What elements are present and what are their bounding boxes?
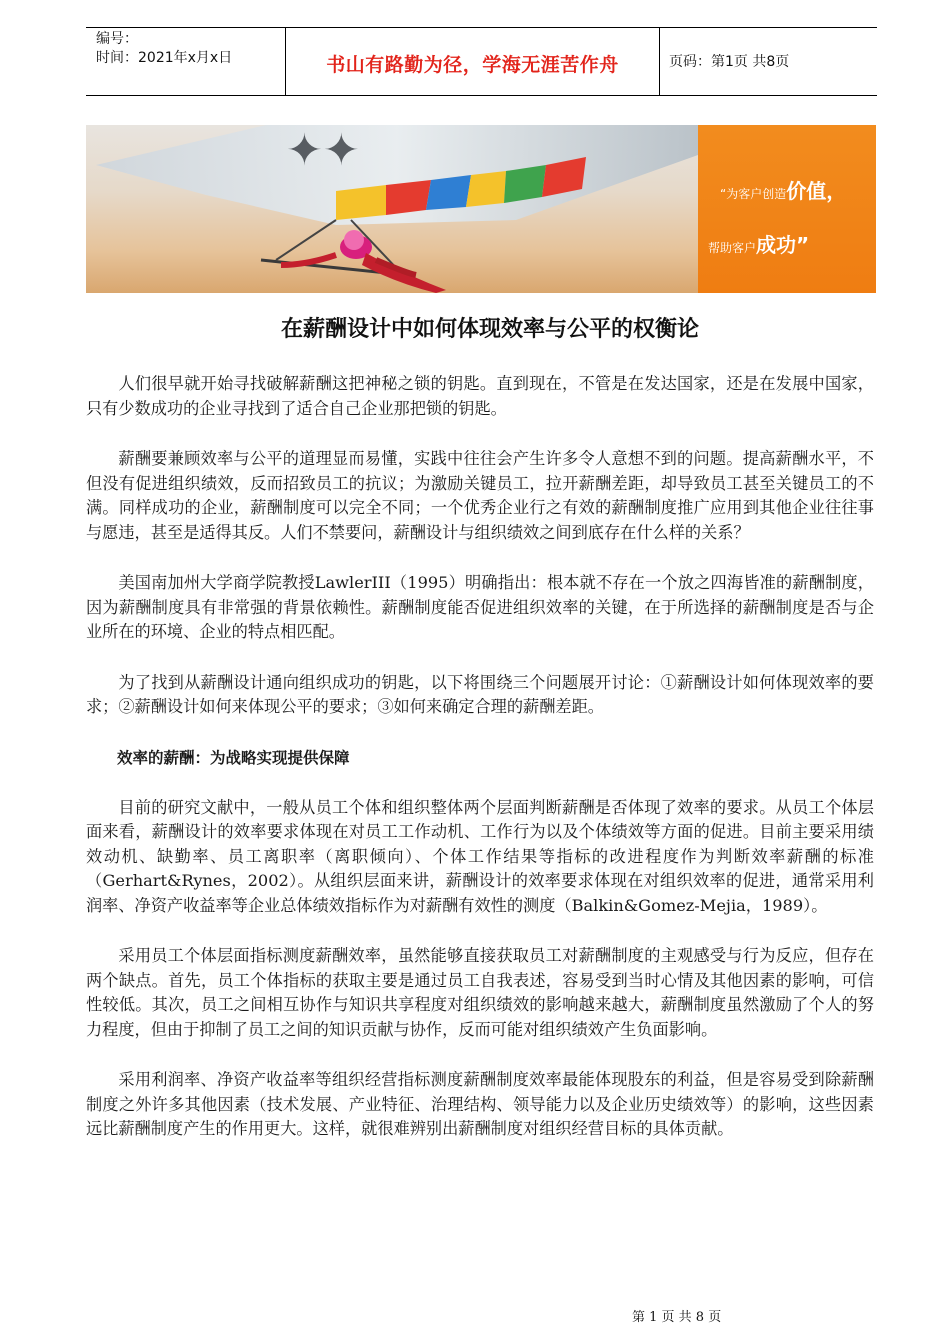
header-page-cell	[659, 28, 877, 95]
paragraph: 目前的研究文献中，一般从员工个体和组织整体两个层面判断薪酬是否体现了效率的要求。从员工个体层面来看，薪酬设计的效率要求体现在对员工工作动机、工作行为以及个体绩效等方面的促进。目前主要采用绩效动机、缺勤率、员工离职率（离职倾向）、个体工作结果等指标的改进程度作为判断效率薪酬的标准（Gerhart&Rynes，2002）。从组织层面来讲，薪酬设计的效率要求体现在对组织效率的促进，通常采用利润率、净资产收益率等企业总体绩效指标作为对薪酬有效性的测度（Balkin&Gomez-Mejia，1989）。	[86, 797, 874, 915]
paragraph: 为了找到从薪酬设计通向组织成功的钥匙，以下将围绕三个问题展开讨论：①薪酬设计如何体现效率的要求；②薪酬设计如何来体现公平的要求；③如何来确定合理的薪酬差距。	[86, 672, 874, 716]
page-footer: 第 1 页 共 8 页	[632, 1310, 722, 1325]
slogan-line-2-big: 成功”	[756, 233, 810, 257]
slogan-line-1-small: “为客户创造	[720, 187, 787, 201]
document-header	[86, 27, 877, 96]
document-title: 在薪酬设计中如何体现效率与公平的权衡论	[280, 317, 699, 342]
hang-glider-illustration	[86, 125, 698, 293]
time-label: 时间：2021年x月x日	[96, 50, 233, 66]
paragraph: 采用员工个体层面指标测度薪酬效率，虽然能够直接获取员工对薪酬制度的主观感受与行为反应，但存在两个缺点。首先，员工个体指标的获取主要是通过员工自我表述，容易受到当时心情及其他因素的影响，可信性较低。其次，员工之间相互协作与知识共享程度对组织绩效的影响越来越大，薪酬制度虽然激励了个人的努力程度，但由于抑制了员工之间的知识贡献与协作，反而可能对组织绩效产生负面影响。	[86, 946, 874, 1039]
slogan-line-1	[720, 175, 846, 204]
section-heading: 效率的薪酬：为战略实现提供保障	[117, 748, 350, 767]
paragraph: 人们很早就开始寻找破解薪酬这把神秘之锁的钥匙。直到现在，不管是在发达国家，还是在发展中国家，只有少数成功的企业寻找到了适合自己企业那把锁的钥匙。	[86, 374, 874, 418]
page-info: 页码：第1页 共8页	[669, 54, 790, 70]
paragraph: 采用利润率、净资产收益率等组织经营指标测度薪酬制度效率最能体现股东的利益，但是容易受到除薪酬制度之外许多其他因素（技术发展、产业特征、治理结构、领导能力以及企业历史绩效等）的影响，这些因素远比薪酬制度产生的作用更大。这样，就很难辨别出薪酬制度对组织经营目标的具体贡献。	[86, 1070, 874, 1138]
header-meta-cell	[86, 28, 285, 95]
hang-glider-banner	[86, 125, 876, 293]
slogan-panel	[698, 125, 876, 293]
document-body	[86, 372, 874, 1168]
slogan-line-2-small: 帮助客户	[708, 241, 757, 255]
paragraph: 美国南加州大学商学院教授LawlerIII（1995）明确指出：根本就不存在一个放之四海皆准的薪酬制度，因为薪酬制度具有非常强的背景依赖性。薪酬制度能否促进组织效率的关键，在于所选择的薪酬制度是否与企业所在的环境、企业的特点相匹配。	[86, 573, 874, 641]
svg-text:✦✦: ✦✦	[286, 125, 360, 176]
paragraph: 薪酬要兼顾效率与公平的道理显而易懂，实践中往往会产生许多令人意想不到的问题。提高薪酬水平，不但没有促进组织绩效，反而招致员工的抗议；为激励关键员工，拉开薪酬差距，却导致员工甚至关键员工的不满。同样成功的企业，薪酬制度可以完全不同；一个优秀企业行之有效的薪酬制度推广应用到其他企业往往事与愿违，甚至是适得其反。人们不禁要问，薪酬设计与组织绩效之间到底存在什么样的关系？	[86, 449, 874, 542]
motto-text: 书山有路勤为径，学海无涯苦作舟	[326, 54, 619, 76]
slogan-line-2	[708, 229, 809, 258]
slogan-line-1-big: 价值，	[786, 179, 847, 203]
header-motto-cell	[285, 28, 660, 95]
serial-label: 编号：	[96, 31, 138, 47]
